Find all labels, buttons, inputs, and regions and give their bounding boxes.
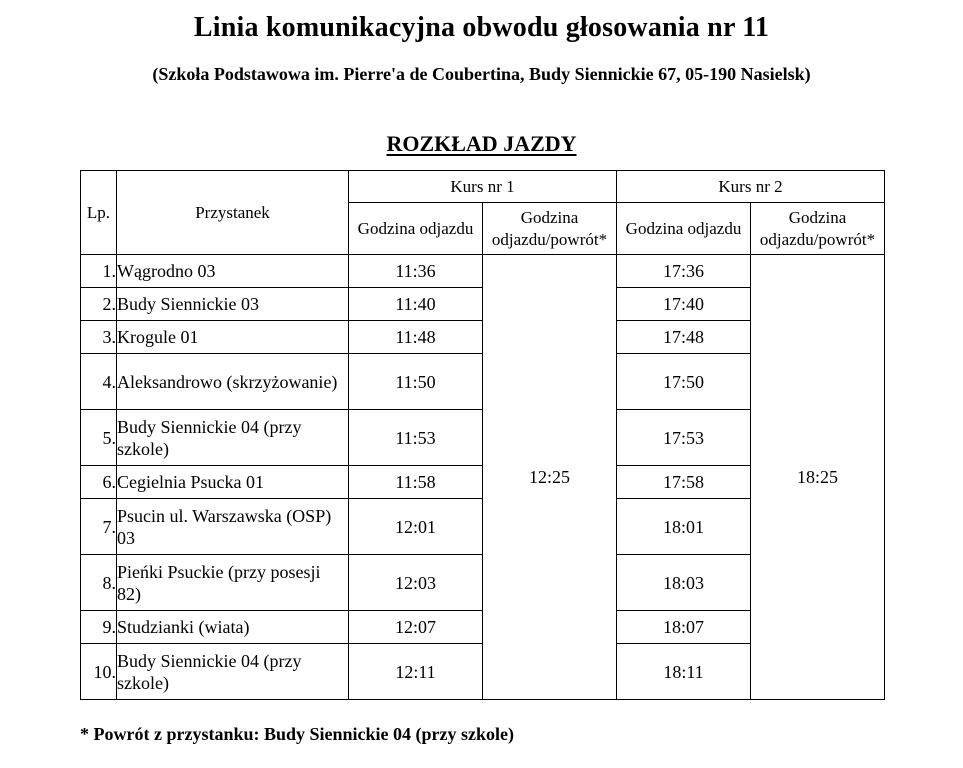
- stop-name: Budy Siennickie 04 (przy szkole): [117, 644, 349, 700]
- kurs2-time: 17:36: [617, 255, 751, 288]
- stop-name: Aleksandrowo (skrzyżowanie): [117, 354, 349, 410]
- row-number: 4.: [81, 354, 117, 410]
- kurs1-time: 12:03: [349, 555, 483, 611]
- kurs1-time: 12:01: [349, 499, 483, 555]
- stop-name: Pieńki Psuckie (przy posesji 82): [117, 555, 349, 611]
- kurs1-time: 11:50: [349, 354, 483, 410]
- row-number: 1.: [81, 255, 117, 288]
- kurs1-time: 11:48: [349, 321, 483, 354]
- stop-name: Krogule 01: [117, 321, 349, 354]
- row-number: 6.: [81, 466, 117, 499]
- timetable-heading-text: ROZKŁAD JAZDY: [386, 131, 577, 156]
- timetable-heading: [0, 131, 963, 157]
- page-title: Linia komunikacyjna obwodu głosowania nr 11: [193, 12, 770, 43]
- kurs2-time: 17:53: [617, 410, 751, 466]
- header-kurs2-return: Godzina odjazdu/powrót*: [751, 203, 885, 255]
- kurs2-return-time: 18:25: [751, 255, 885, 700]
- header-kurs2-departure: Godzina odjazdu: [617, 203, 751, 255]
- kurs2-time: 17:50: [617, 354, 751, 410]
- header-kurs1: Kurs nr 1: [349, 171, 617, 203]
- kurs1-time: 11:58: [349, 466, 483, 499]
- table-row: [81, 255, 885, 288]
- row-number: 5.: [81, 410, 117, 466]
- kurs2-time: 18:11: [617, 644, 751, 700]
- kurs2-time: 17:58: [617, 466, 751, 499]
- page-subtitle: (Szkoła Podstawowa im. Pierre'a de Coubertina, Budy Siennickie 67, 05-190 Nasielsk): [152, 64, 811, 84]
- row-number: 2.: [81, 288, 117, 321]
- timetable: [80, 170, 885, 700]
- kurs1-return-time: 12:25: [483, 255, 617, 700]
- header-stop: Przystanek: [117, 171, 349, 255]
- stop-name: Budy Siennickie 04 (przy szkole): [117, 410, 349, 466]
- stop-name: Cegielnia Psucka 01: [117, 466, 349, 499]
- row-number: 7.: [81, 499, 117, 555]
- header-lp: Lp.: [81, 171, 117, 255]
- kurs2-time: 18:07: [617, 611, 751, 644]
- kurs1-time: 11:36: [349, 255, 483, 288]
- kurs2-time: 18:01: [617, 499, 751, 555]
- footnote: * Powrót z przystanku: Budy Siennickie 04 (przy szkole): [80, 724, 514, 744]
- kurs2-time: 17:48: [617, 321, 751, 354]
- stop-name: Studzianki (wiata): [117, 611, 349, 644]
- stop-name: Budy Siennickie 03: [117, 288, 349, 321]
- row-number: 8.: [81, 555, 117, 611]
- header-kurs1-departure: Godzina odjazdu: [349, 203, 483, 255]
- header-kurs2: Kurs nr 2: [617, 171, 885, 203]
- kurs2-time: 18:03: [617, 555, 751, 611]
- kurs1-time: 11:40: [349, 288, 483, 321]
- kurs1-time: 12:07: [349, 611, 483, 644]
- kurs1-time: 11:53: [349, 410, 483, 466]
- kurs2-time: 17:40: [617, 288, 751, 321]
- row-number: 3.: [81, 321, 117, 354]
- stop-name: Psucin ul. Warszawska (OSP) 03: [117, 499, 349, 555]
- kurs1-time: 12:11: [349, 644, 483, 700]
- row-number: 10.: [81, 644, 117, 700]
- row-number: 9.: [81, 611, 117, 644]
- header-kurs1-return: Godzina odjazdu/powrót*: [483, 203, 617, 255]
- stop-name: Wągrodno 03: [117, 255, 349, 288]
